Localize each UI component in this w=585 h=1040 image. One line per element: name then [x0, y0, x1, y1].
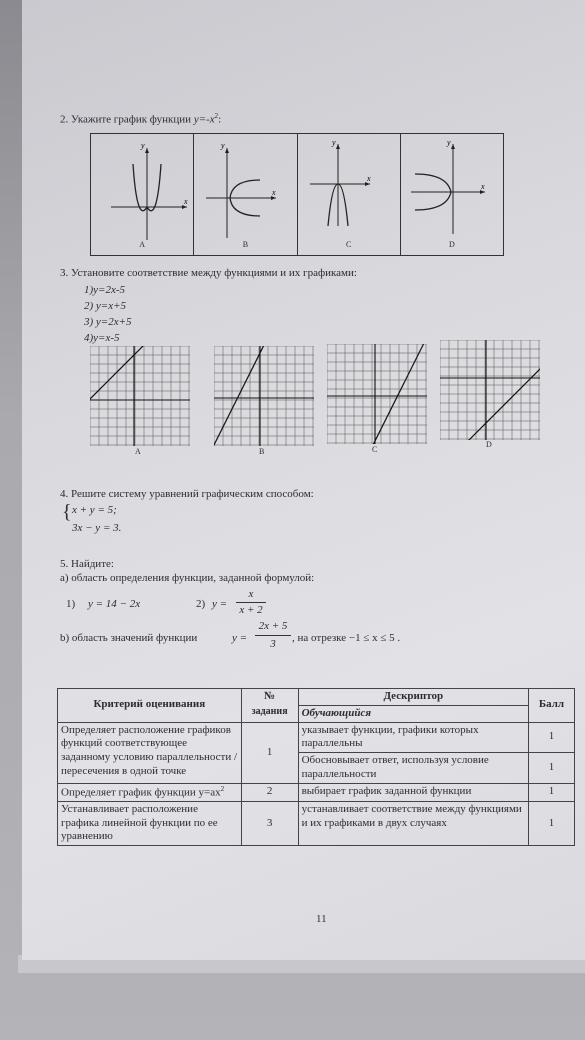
svg-text:y: y — [221, 141, 225, 150]
q2-option-c[interactable] — [298, 134, 401, 255]
q5-a2-numerator: x — [248, 588, 254, 600]
q3-label-b: B — [259, 447, 265, 456]
q5-b-denominator: 3 — [270, 638, 276, 650]
graph-b-plot — [194, 134, 297, 242]
row2-desc: выбирает график заданной функции — [298, 783, 528, 801]
q3-item-1: 1)y=2x-5 — [84, 284, 126, 296]
q3-label-a: A — [135, 447, 141, 456]
q5-a1-num: 1) — [66, 598, 76, 610]
q5-a2-num: 2) — [196, 598, 206, 610]
q5-b-tail: , на отрезке −1 ≤ x ≤ 5 . — [292, 632, 401, 644]
svg-text:y: y — [141, 141, 145, 150]
svg-text:y: y — [446, 138, 451, 147]
row1-score2: 1 — [529, 753, 575, 784]
q4-prompt: 4. Решите систему уравнений графическим способом: — [60, 488, 314, 500]
q5-a2-lhs: y = — [212, 598, 228, 610]
q5-b-lhs: y = — [232, 632, 248, 644]
row3-score: 1 — [529, 801, 575, 845]
row2-score: 1 — [529, 783, 575, 801]
row2-task: 2 — [241, 783, 298, 801]
row2-criterion: Определяет график функции $y=ax^2$ — [58, 783, 242, 801]
row1-desc1: указывает функции, графики которых параллельны — [298, 722, 528, 753]
option-c-label: C — [345, 240, 352, 249]
option-d-label: D — [448, 240, 455, 249]
graph-d-plot — [401, 134, 504, 242]
row1-criterion: Определяет расположение графиков функций соответствующее заданному условию параллельности / пересечения в одной точке — [58, 722, 242, 783]
q2-prompt: 2. Укажите график функции $y=-x^2$: — [60, 112, 222, 126]
header-score: Балл — [529, 689, 575, 723]
q3-graph-a[interactable] — [90, 346, 190, 446]
function-line — [327, 344, 427, 444]
q2-options-frame — [90, 133, 504, 256]
q3-item-3: 3) y=2x+5 — [84, 316, 132, 328]
row3-task: 3 — [241, 801, 298, 845]
q5-a2-fraction-bar — [236, 602, 266, 603]
q5-b-fraction-bar — [255, 635, 291, 636]
option-a-label: A — [139, 240, 146, 249]
q3-item-2: 2) y=x+5 — [84, 300, 127, 312]
graph-a-plot — [91, 134, 194, 242]
svg-text:y: y — [331, 138, 336, 147]
svg-text:x: x — [184, 197, 188, 206]
function-line — [440, 340, 540, 440]
q4-brace: { — [62, 501, 72, 523]
q5-b-prefix: b) область значений функции — [60, 632, 198, 644]
q5-a: а) область определения функции, заданной формулой: — [60, 572, 315, 584]
q2-option-a[interactable] — [91, 134, 194, 255]
header-learner: Обучающийся — [298, 705, 528, 722]
q4-eq1: x + y = 5; — [72, 504, 117, 516]
q3-graph-c[interactable] — [327, 344, 427, 444]
q3-label-d: D — [486, 440, 492, 449]
q5-title: 5. Найдите: — [60, 558, 114, 570]
assessment-table — [57, 688, 575, 846]
page-number: 11 — [316, 913, 327, 925]
header-descriptor: Дескриптор — [298, 689, 528, 706]
row1-task: 1 — [241, 722, 298, 783]
option-b-label: B — [242, 240, 249, 249]
row1-score1: 1 — [529, 722, 575, 753]
svg-text:x: x — [272, 188, 276, 197]
header-criterion: Критерий оценивания — [58, 689, 242, 723]
q3-prompt: 3. Установите соответствие между функциями и их графиками: — [60, 267, 357, 279]
header-num: № — [241, 689, 298, 706]
function-line — [214, 346, 314, 446]
q3-graph-b[interactable] — [214, 346, 314, 446]
q5-a1: y = 14 − 2x — [88, 598, 141, 610]
function-line — [90, 346, 190, 445]
row3-criterion: Устанавливает расположение графика линейной функции по ее уравнению — [58, 801, 242, 845]
row3-desc: устанавливает соответствие между функциями и их графиками в двух случаях — [298, 801, 528, 845]
q5-a2-denominator: x + 2 — [239, 604, 263, 616]
q5-b-numerator: 2x + 5 — [258, 620, 288, 632]
row1-desc2: Обосновывает ответ, используя условие параллельности — [298, 753, 528, 784]
svg-text:x: x — [480, 182, 485, 191]
q3-item-4: 4)y=x-5 — [84, 332, 120, 344]
q3-graph-d[interactable] — [440, 340, 540, 440]
header-num-2: задания — [241, 705, 298, 722]
svg-text:x: x — [366, 174, 371, 183]
q3-label-c: C — [372, 445, 378, 454]
q2-option-d[interactable] — [401, 134, 503, 255]
q2-option-b[interactable] — [194, 134, 297, 255]
q4-eq2: 3x − y = 3. — [72, 522, 122, 534]
graph-c-plot — [298, 134, 401, 242]
